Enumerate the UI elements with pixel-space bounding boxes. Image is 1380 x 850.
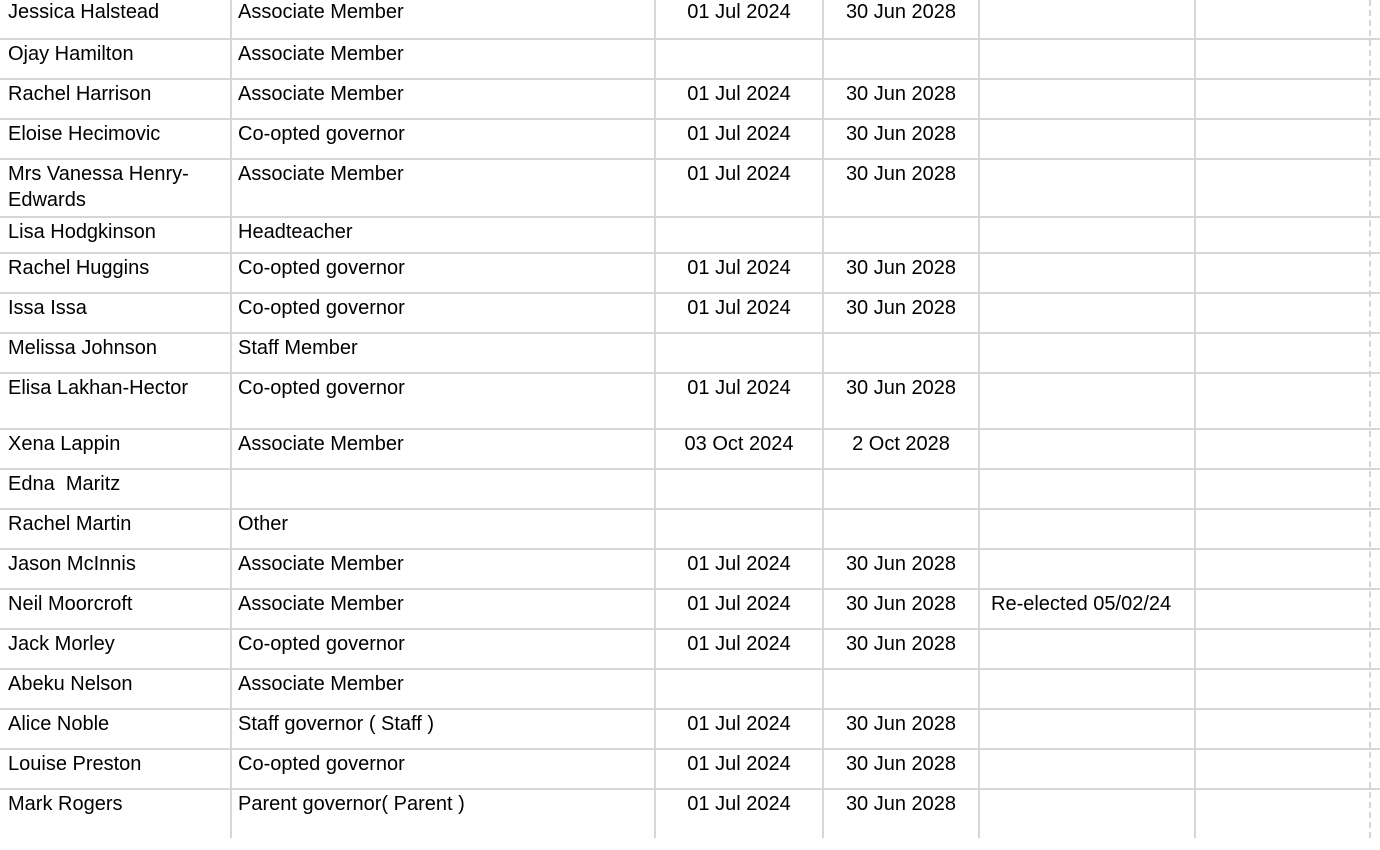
- table-row: [0, 470, 1380, 510]
- notes-cell[interactable]: [979, 160, 1195, 216]
- notes-cell[interactable]: Re-elected 05/02/24: [991, 593, 1172, 615]
- empty-cell[interactable]: [1195, 710, 1370, 748]
- role-cell[interactable]: Staff governor ( Staff ): [238, 713, 435, 735]
- name-cell[interactable]: Jessica Halstead: [8, 1, 160, 23]
- start-date-cell[interactable]: [655, 40, 823, 78]
- end-date-cell[interactable]: 30 Jun 2028: [845, 553, 957, 575]
- table-row: [0, 254, 1380, 294]
- start-date-cell[interactable]: [655, 334, 823, 372]
- column-divider: [654, 0, 656, 838]
- role-cell[interactable]: Co-opted governor: [238, 753, 405, 775]
- role-cell[interactable]: Co-opted governor: [238, 123, 405, 145]
- empty-cell[interactable]: [1195, 510, 1370, 548]
- empty-cell[interactable]: [1195, 590, 1370, 628]
- table-row: [0, 670, 1380, 710]
- end-date-cell[interactable]: 30 Jun 2028: [845, 1, 957, 23]
- notes-cell[interactable]: [979, 120, 1195, 158]
- role-cell[interactable]: Associate Member: [238, 163, 404, 185]
- start-date-cell[interactable]: 01 Jul 2024: [687, 553, 791, 575]
- empty-cell[interactable]: [1195, 670, 1370, 708]
- table-row: [0, 120, 1380, 160]
- role-cell[interactable]: Associate Member: [238, 43, 404, 65]
- empty-cell[interactable]: [1195, 470, 1370, 508]
- table-row: [0, 80, 1380, 120]
- role-cell[interactable]: Co-opted governor: [238, 377, 405, 399]
- notes-cell[interactable]: [979, 670, 1195, 708]
- notes-cell[interactable]: [979, 334, 1195, 372]
- start-date-cell[interactable]: 01 Jul 2024: [687, 377, 791, 399]
- name-cell[interactable]: Ojay Hamilton: [8, 43, 134, 65]
- start-date-cell[interactable]: 01 Jul 2024: [687, 633, 791, 655]
- name-cell[interactable]: Mark Rogers: [8, 793, 123, 815]
- column-divider: [822, 0, 824, 838]
- role-cell[interactable]: Associate Member: [238, 553, 404, 575]
- empty-cell[interactable]: [1195, 40, 1370, 78]
- empty-cell[interactable]: [1195, 254, 1370, 292]
- role-cell[interactable]: Co-opted governor: [238, 257, 405, 279]
- end-date-cell[interactable]: 30 Jun 2028: [845, 163, 957, 185]
- end-date-cell[interactable]: 30 Jun 2028: [845, 713, 957, 735]
- name-cell[interactable]: Rachel Huggins: [8, 257, 150, 279]
- name-cell[interactable]: Neil Moorcroft: [8, 593, 133, 615]
- end-date-cell[interactable]: [823, 510, 979, 548]
- role-cell[interactable]: Associate Member: [238, 593, 404, 615]
- end-date-cell[interactable]: 30 Jun 2028: [845, 257, 957, 279]
- empty-cell[interactable]: [1195, 790, 1370, 850]
- start-date-cell[interactable]: [655, 670, 823, 708]
- empty-cell[interactable]: [1195, 374, 1370, 428]
- end-date-cell[interactable]: 30 Jun 2028: [845, 633, 957, 655]
- name-cell[interactable]: Louise Preston: [8, 753, 142, 775]
- table-row: [0, 160, 1380, 218]
- notes-cell[interactable]: [979, 430, 1195, 468]
- end-date-cell[interactable]: [823, 40, 979, 78]
- notes-cell[interactable]: [979, 294, 1195, 332]
- notes-cell[interactable]: [979, 550, 1195, 588]
- name-cell[interactable]: Jason McInnis: [8, 553, 136, 575]
- role-cell[interactable]: Associate Member: [238, 673, 404, 695]
- notes-cell[interactable]: [979, 710, 1195, 748]
- empty-cell[interactable]: [1195, 218, 1370, 252]
- name-cell[interactable]: Jack Morley: [8, 633, 115, 655]
- name-cell[interactable]: Edna Maritz: [8, 473, 121, 495]
- notes-cell[interactable]: [979, 254, 1195, 292]
- table-row: [0, 550, 1380, 590]
- empty-cell[interactable]: [1195, 120, 1370, 158]
- start-date-cell[interactable]: [655, 470, 823, 508]
- empty-cell[interactable]: [1195, 0, 1370, 38]
- notes-cell[interactable]: [979, 790, 1195, 850]
- end-date-cell[interactable]: 30 Jun 2028: [845, 753, 957, 775]
- table-row: [0, 710, 1380, 750]
- notes-cell[interactable]: [979, 510, 1195, 548]
- empty-cell[interactable]: [1195, 630, 1370, 668]
- table-row: [0, 430, 1380, 470]
- role-cell[interactable]: Co-opted governor: [238, 297, 405, 319]
- empty-cell[interactable]: [1195, 750, 1370, 788]
- table-row: [0, 510, 1380, 550]
- start-date-cell[interactable]: 01 Jul 2024: [687, 793, 791, 815]
- empty-cell[interactable]: [1195, 430, 1370, 468]
- end-date-cell[interactable]: 30 Jun 2028: [845, 793, 957, 815]
- table-row: [0, 218, 1380, 254]
- end-date-cell[interactable]: 30 Jun 2028: [845, 123, 957, 145]
- role-cell[interactable]: Co-opted governor: [238, 633, 405, 655]
- name-cell[interactable]: Abeku Nelson: [8, 673, 133, 695]
- role-cell[interactable]: Associate Member: [238, 433, 404, 455]
- start-date-cell[interactable]: 01 Jul 2024: [687, 123, 791, 145]
- name-cell[interactable]: Elisa Lakhan-Hector: [8, 377, 189, 399]
- start-date-cell[interactable]: 01 Jul 2024: [687, 83, 791, 105]
- start-date-cell[interactable]: [655, 218, 823, 252]
- end-date-cell[interactable]: 30 Jun 2028: [845, 297, 957, 319]
- notes-cell[interactable]: [979, 0, 1195, 38]
- end-date-cell[interactable]: [823, 670, 979, 708]
- name-cell[interactable]: Alice Noble: [8, 713, 110, 735]
- name-cell[interactable]: Issa Issa: [8, 297, 87, 319]
- start-date-cell[interactable]: 01 Jul 2024: [687, 753, 791, 775]
- name-cell[interactable]: Melissa Johnson: [8, 337, 157, 359]
- start-date-cell[interactable]: 01 Jul 2024: [687, 257, 791, 279]
- notes-cell[interactable]: [979, 470, 1195, 508]
- role-cell[interactable]: Other: [238, 513, 289, 535]
- notes-cell[interactable]: [979, 374, 1195, 428]
- notes-cell[interactable]: [979, 630, 1195, 668]
- end-date-cell[interactable]: [823, 470, 979, 508]
- table-row: [0, 334, 1380, 374]
- name-cell[interactable]: Xena Lappin: [8, 433, 121, 455]
- table-row: [0, 750, 1380, 790]
- table-row: [0, 590, 1380, 630]
- column-divider: [1194, 0, 1196, 838]
- name-cell[interactable]: Rachel Martin: [8, 513, 132, 535]
- column-divider: [1369, 0, 1371, 838]
- end-date-cell[interactable]: [823, 218, 979, 252]
- role-cell[interactable]: Headteacher: [238, 221, 353, 243]
- empty-cell[interactable]: [1195, 80, 1370, 118]
- start-date-cell[interactable]: 01 Jul 2024: [687, 163, 791, 185]
- table-row: [0, 630, 1380, 670]
- notes-cell[interactable]: [979, 40, 1195, 78]
- start-date-cell[interactable]: 01 Jul 2024: [687, 593, 791, 615]
- name-cell[interactable]: Rachel Harrison: [8, 83, 152, 105]
- end-date-cell[interactable]: 30 Jun 2028: [845, 377, 957, 399]
- role-cell[interactable]: Associate Member: [238, 83, 404, 105]
- end-date-cell[interactable]: 30 Jun 2028: [845, 593, 957, 615]
- notes-cell[interactable]: [979, 750, 1195, 788]
- role-cell[interactable]: Associate Member: [238, 1, 404, 23]
- end-date-cell[interactable]: 30 Jun 2028: [845, 83, 957, 105]
- empty-cell[interactable]: [1195, 334, 1370, 372]
- start-date-cell[interactable]: 01 Jul 2024: [687, 713, 791, 735]
- table-row: [0, 790, 1380, 850]
- notes-cell[interactable]: [979, 218, 1195, 252]
- table-row: [0, 294, 1380, 334]
- role-cell[interactable]: Staff Member: [238, 337, 358, 359]
- empty-cell[interactable]: [1195, 160, 1370, 216]
- name-cell[interactable]: Eloise Hecimovic: [8, 123, 161, 145]
- name-cell[interactable]: Mrs Vanessa Henry-Edwards: [8, 163, 189, 211]
- column-divider: [230, 0, 232, 838]
- start-date-cell[interactable]: 01 Jul 2024: [687, 1, 791, 23]
- table-row: [0, 40, 1380, 80]
- table-row: [0, 0, 1380, 40]
- end-date-cell[interactable]: 2 Oct 2028: [852, 433, 950, 455]
- end-date-cell[interactable]: [823, 334, 979, 372]
- column-divider: [978, 0, 980, 838]
- role-cell[interactable]: Parent governor( Parent ): [238, 793, 465, 815]
- start-date-cell[interactable]: [655, 510, 823, 548]
- empty-cell[interactable]: [1195, 294, 1370, 332]
- empty-cell[interactable]: [1195, 550, 1370, 588]
- notes-cell[interactable]: [979, 80, 1195, 118]
- start-date-cell[interactable]: 03 Oct 2024: [684, 433, 794, 455]
- role-cell[interactable]: [231, 470, 655, 508]
- start-date-cell[interactable]: 01 Jul 2024: [687, 297, 791, 319]
- table-row: [0, 374, 1380, 430]
- name-cell[interactable]: Lisa Hodgkinson: [8, 221, 156, 243]
